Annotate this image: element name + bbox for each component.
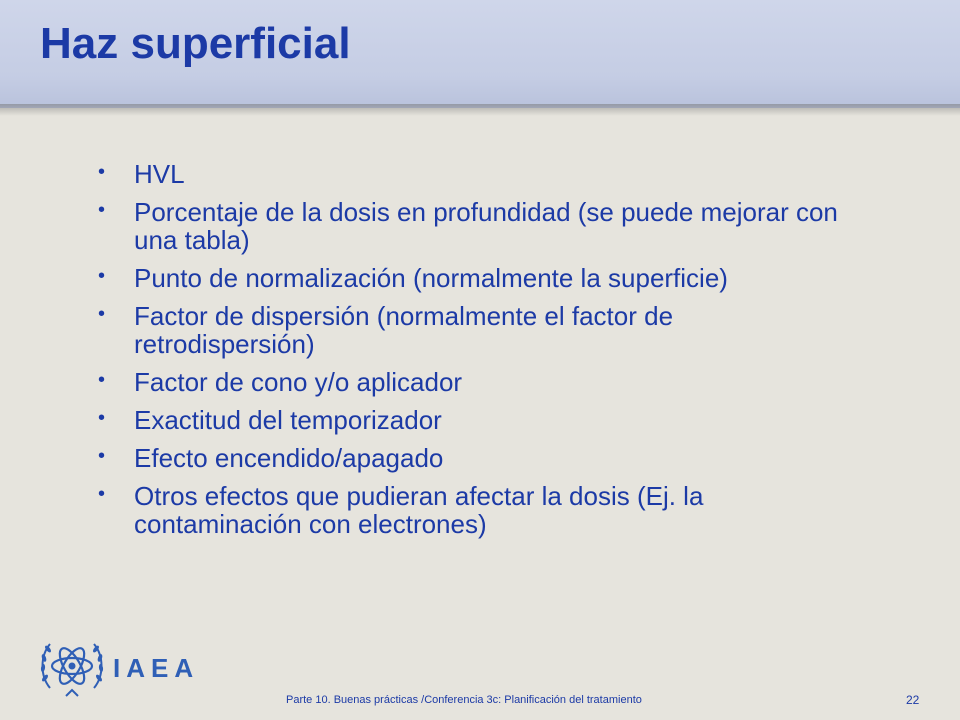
bullet-text: Punto de normalización (normalmente la superficie) bbox=[134, 263, 728, 293]
bullet-text: HVL bbox=[134, 159, 185, 189]
logo-graphic bbox=[36, 630, 108, 702]
title-band-shadow bbox=[0, 104, 960, 116]
bullet-text: Factor de cono y/o aplicador bbox=[134, 367, 463, 397]
bullet-dot-icon: • bbox=[98, 161, 106, 183]
bullet-dot-icon: • bbox=[98, 445, 106, 467]
iaea-atom-wreath-icon bbox=[36, 630, 108, 702]
bullet-item bbox=[98, 160, 858, 188]
bullet-text: Factor de dispersión (normalmente el factor de retrodispersión) bbox=[134, 301, 674, 359]
bullet-item bbox=[98, 368, 858, 396]
slide-title: Haz superficial bbox=[40, 19, 351, 68]
bullet-text: Exactitud del temporizador bbox=[134, 405, 442, 435]
bullet-text: Efecto encendido/apagado bbox=[134, 443, 444, 473]
bullet-dot-icon: • bbox=[98, 303, 106, 325]
bullet-item bbox=[98, 302, 858, 358]
bullet-dot-icon: • bbox=[98, 369, 106, 391]
bullet-item bbox=[98, 264, 858, 292]
bullet-text: Otros efectos que pudieran afectar la dosis (Ej. la contaminación con electrones) bbox=[134, 481, 704, 539]
bullet-item bbox=[98, 444, 858, 472]
bullet-text: Porcentaje de la dosis en profundidad (se puede mejorar con una tabla) bbox=[134, 197, 838, 255]
bullet-item bbox=[98, 198, 858, 254]
page-number: 22 bbox=[906, 693, 920, 707]
bullet-item bbox=[98, 406, 858, 434]
bullet-item bbox=[98, 482, 858, 538]
bullet-dot-icon: • bbox=[98, 407, 106, 429]
bullet-list bbox=[98, 160, 858, 548]
footer-text: Parte 10. Buenas prácticas /Conferencia 3c: Planificación del tratamiento bbox=[286, 694, 642, 706]
bullet-dot-icon: • bbox=[98, 265, 106, 287]
bullet-dot-icon: • bbox=[98, 483, 106, 505]
bullet-dot-icon: • bbox=[98, 199, 106, 221]
org-name: IAEA bbox=[113, 653, 200, 683]
